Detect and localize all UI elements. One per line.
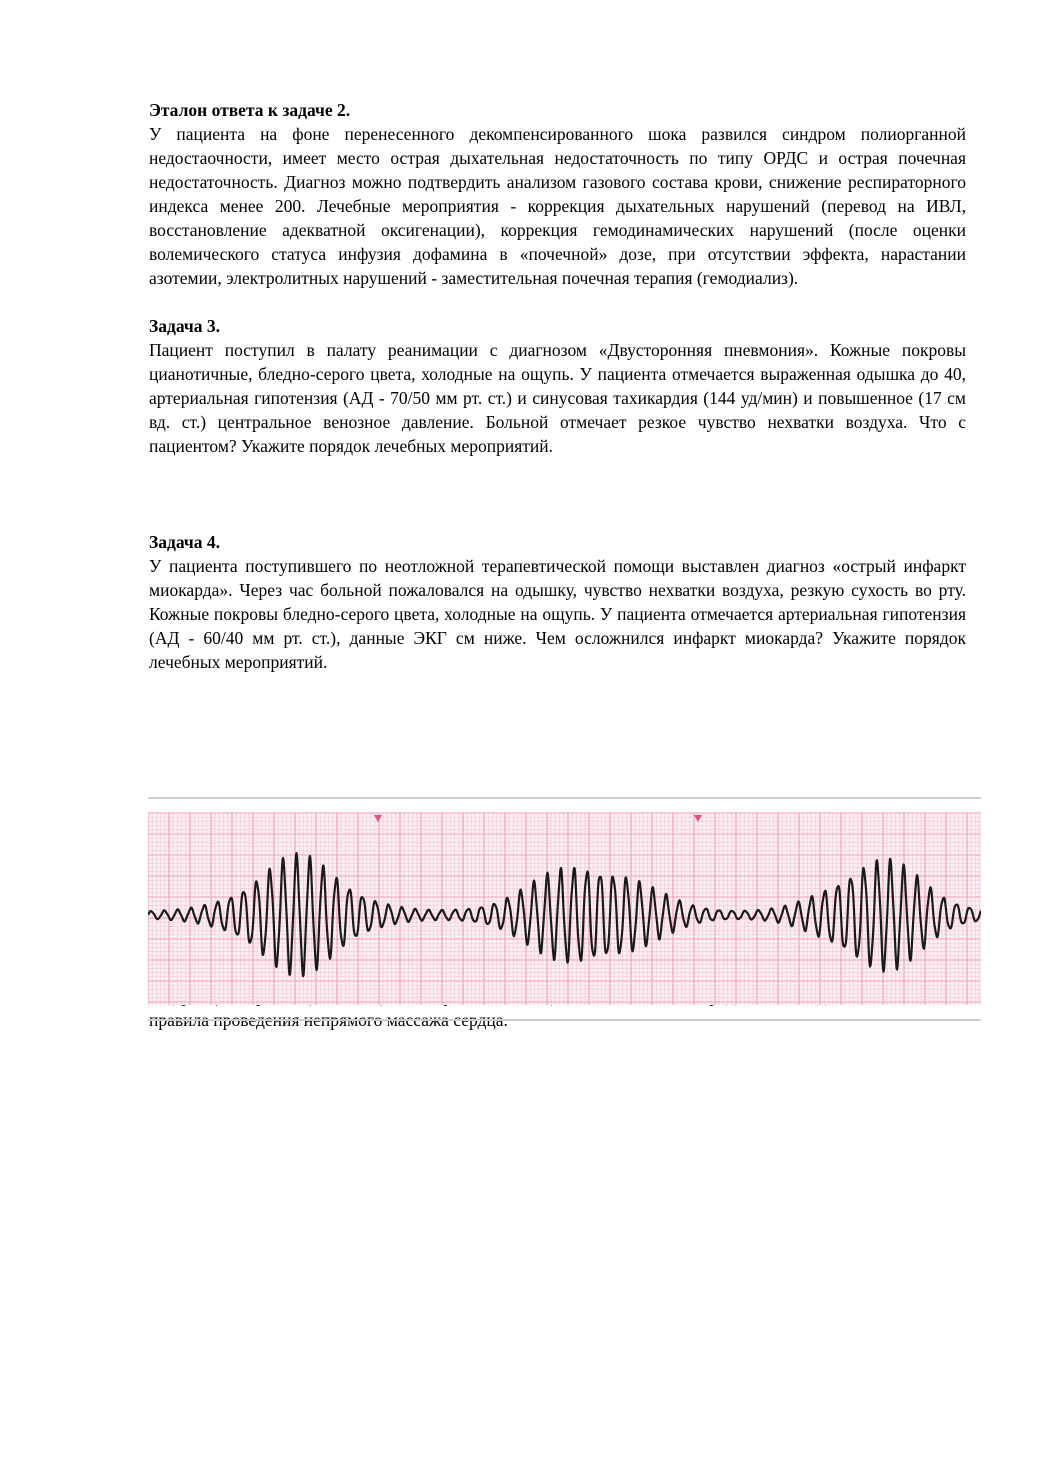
- section-heading: Эталон ответа к задаче 2.: [149, 100, 351, 120]
- section-text: У пациента поступившего по неотложной терапевтической помощи выставлен диагноз «острый инфаркт миокарда». Через час больной пожаловался на одышку, чувство нехватки воздуха, резкую сухость во рту. Кожные покровы бледно-серого цвета, холодные на ощупь. У пациента отмечается артериальная гипотензия (АД - 60/40 мм рт. ст.), данные ЭКГ см ниже. Чем осложнился инфаркт миокарда? Укажите порядок лечебных мероприятий.: [149, 556, 966, 672]
- answer-task-2: [149, 98, 966, 290]
- section-heading: Задача 4.: [149, 532, 221, 552]
- section-text: Пациент поступил в палату реанимации с диагнозом «Двусторонняя пневмония». Кожные покровы цианотичные, бледно-серого цвета, холодные на ощупь. У пациента отмечается выраженная одышка до 40, артериальная гипотензия (АД - 70/50 мм рт. ст.) и синусовая тахикардия (144 уд/мин) и повышенное (17 см вд. ст.) центральное венозное давление. Больной отмечает резкое чувство нехватки воздуха. Что с пациентом? Укажите порядок лечебных мероприятий.: [149, 340, 966, 456]
- section-heading: Задача 3.: [149, 316, 221, 336]
- section-text: правила проведения непрямого массажа сердца.: [149, 1010, 508, 1030]
- section-text: У пациента на фоне перенесенного декомпенсированного шока развился синдром полиорганной недостаочности, имеет место острая дыхательная недостаточность по типу ОРДС и острая почечная недостаточность. Диагноз можно подтвердить анализом газового состава крови, снижение респираторного индекса менее 200. Лечебные мероприятия - коррекция дыхательных нарушений (перевод на ИВЛ, восстановление адекватной оксигенации), коррекция гемодинамических нарушений (после оценки волемического статуса инфузия дофамина в «почечной» дозе, при отсутствии эффекта, нарастании азотемии, электролитных нарушений - заместительная почечная терапия (гемодиализ).: [149, 124, 966, 288]
- task-4: [149, 530, 966, 674]
- ecg-image: [148, 797, 981, 1021]
- ecg-strip: [148, 797, 981, 1021]
- task-3: [149, 314, 966, 458]
